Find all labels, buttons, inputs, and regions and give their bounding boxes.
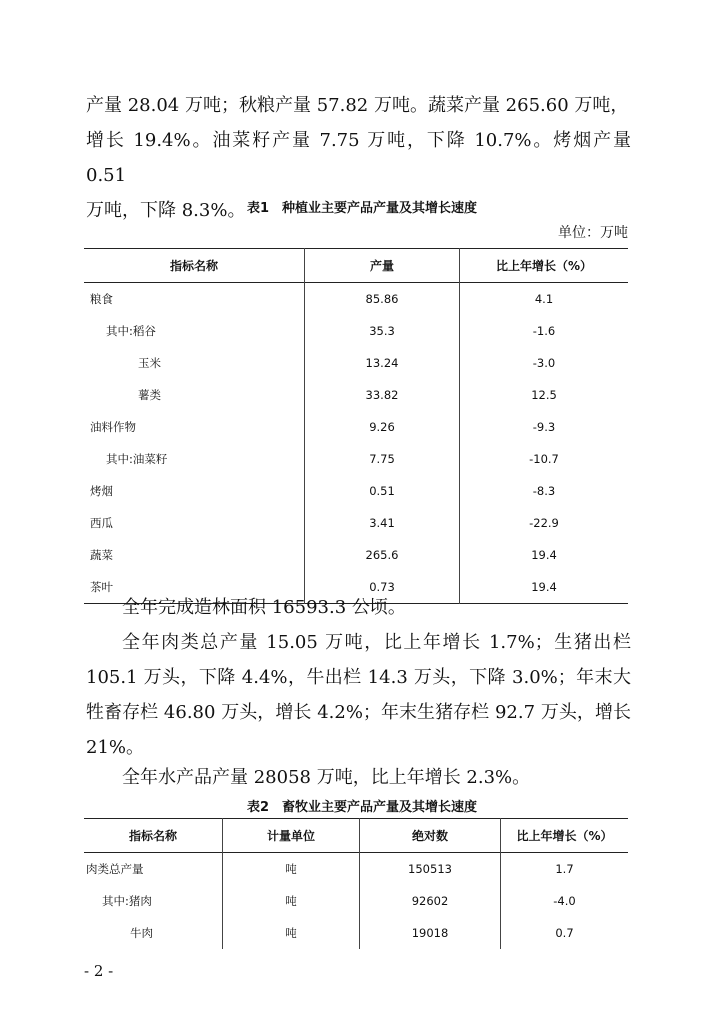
table2-livestock-output	[84, 818, 628, 949]
row-name: 蔬菜	[90, 548, 113, 562]
column-header-value: 绝对数	[360, 819, 501, 853]
meat-paragraph: 全年肉类总产量 15.05 万吨，比上年增长 1.7%；生猪出栏 105.1 万头，下降 4.4%，牛出栏 14.3 万头，下降 3.0%；年末大牲畜存栏 46.80 万头，增长 4.2%；年末生猪存栏 92.7 万头，增长 21%。	[86, 632, 631, 758]
row-growth: -8.3	[460, 475, 629, 507]
table-row	[84, 507, 628, 539]
row-value: 150513	[360, 853, 501, 886]
row-output: 13.24	[305, 347, 460, 379]
table-header-row	[84, 249, 628, 283]
row-growth: 12.5	[460, 379, 629, 411]
row-name: 玉米	[138, 356, 161, 370]
row-output: 9.26	[305, 411, 460, 443]
column-header-name: 指标名称	[128, 829, 177, 843]
row-name: 粮食	[90, 292, 113, 306]
row-unit: 吨	[223, 917, 360, 949]
aquatic-paragraph: 全年水产品产量 28058 万吨，比上年增长 2.3%。	[122, 767, 531, 788]
table-row	[84, 315, 628, 347]
row-growth: -1.6	[460, 315, 629, 347]
row-name: 西瓜	[90, 516, 113, 530]
row-output: 33.82	[305, 379, 460, 411]
row-growth: 0.7	[501, 917, 629, 949]
table-header-row	[84, 819, 628, 853]
row-name: 其中:稻谷	[106, 324, 156, 338]
row-value: 19018	[360, 917, 501, 949]
row-growth: -22.9	[460, 507, 629, 539]
table2-caption: 表2 畜牧业主要产品产量及其增长速度	[246, 800, 478, 815]
table-row	[84, 917, 628, 949]
row-unit: 吨	[223, 885, 360, 917]
row-value: 92602	[360, 885, 501, 917]
row-growth: 19.4	[460, 539, 629, 571]
row-output: 0.51	[305, 475, 460, 507]
column-header-output: 产量	[305, 249, 460, 283]
table-row	[84, 853, 628, 886]
row-name: 其中:猪肉	[102, 894, 152, 908]
row-growth: 4.1	[460, 283, 629, 316]
intro-line: 增长 19.4%。油菜籽产量 7.75 万吨，下降 10.7%。烤烟产量 0.51	[86, 130, 631, 186]
row-output: 7.75	[305, 443, 460, 475]
column-header-unit: 计量单位	[223, 819, 360, 853]
table-row	[84, 411, 628, 443]
table1-caption: 表1 种植业主要产品产量及其增长速度	[246, 201, 478, 216]
row-growth: 1.7	[501, 853, 629, 886]
table-row	[84, 475, 628, 507]
row-output: 0.73	[305, 571, 460, 604]
table-row	[84, 443, 628, 475]
row-growth: 19.4	[460, 571, 629, 604]
row-output: 85.86	[305, 283, 460, 316]
row-unit: 吨	[223, 853, 360, 886]
table-row	[84, 283, 628, 316]
table-row	[84, 379, 628, 411]
row-name: 薯类	[138, 388, 161, 402]
row-output: 265.6	[305, 539, 460, 571]
table1-unit: 单位：万吨	[558, 225, 628, 241]
row-growth: -9.3	[460, 411, 629, 443]
intro-line: 产量 28.04 万吨；秋粮产量 57.82 万吨。蔬菜产量 265.60 万吨，	[86, 95, 629, 116]
intro-line: 万吨，下降 8.3%。	[86, 200, 246, 221]
forest-paragraph: 全年完成造林面积 16593.3 公顷。	[122, 597, 406, 618]
row-name: 其中:油菜籽	[106, 452, 168, 466]
table-row	[84, 885, 628, 917]
row-output: 35.3	[305, 315, 460, 347]
row-output: 3.41	[305, 507, 460, 539]
page-number: - 2 -	[84, 962, 114, 980]
row-growth: -4.0	[501, 885, 629, 917]
column-header-growth: 比上年增长（%）	[460, 249, 629, 283]
row-name: 牛肉	[130, 926, 153, 940]
row-name: 茶叶	[90, 580, 113, 594]
row-name: 肉类总产量	[86, 862, 144, 876]
column-header-growth: 比上年增长（%）	[501, 819, 629, 853]
row-name: 烤烟	[90, 484, 113, 498]
table-row	[84, 347, 628, 379]
row-name: 油料作物	[90, 420, 136, 434]
table-row	[84, 539, 628, 571]
table1-crop-output	[84, 248, 628, 604]
column-header-name: 指标名称	[169, 259, 218, 273]
row-growth: -3.0	[460, 347, 629, 379]
row-growth: -10.7	[460, 443, 629, 475]
